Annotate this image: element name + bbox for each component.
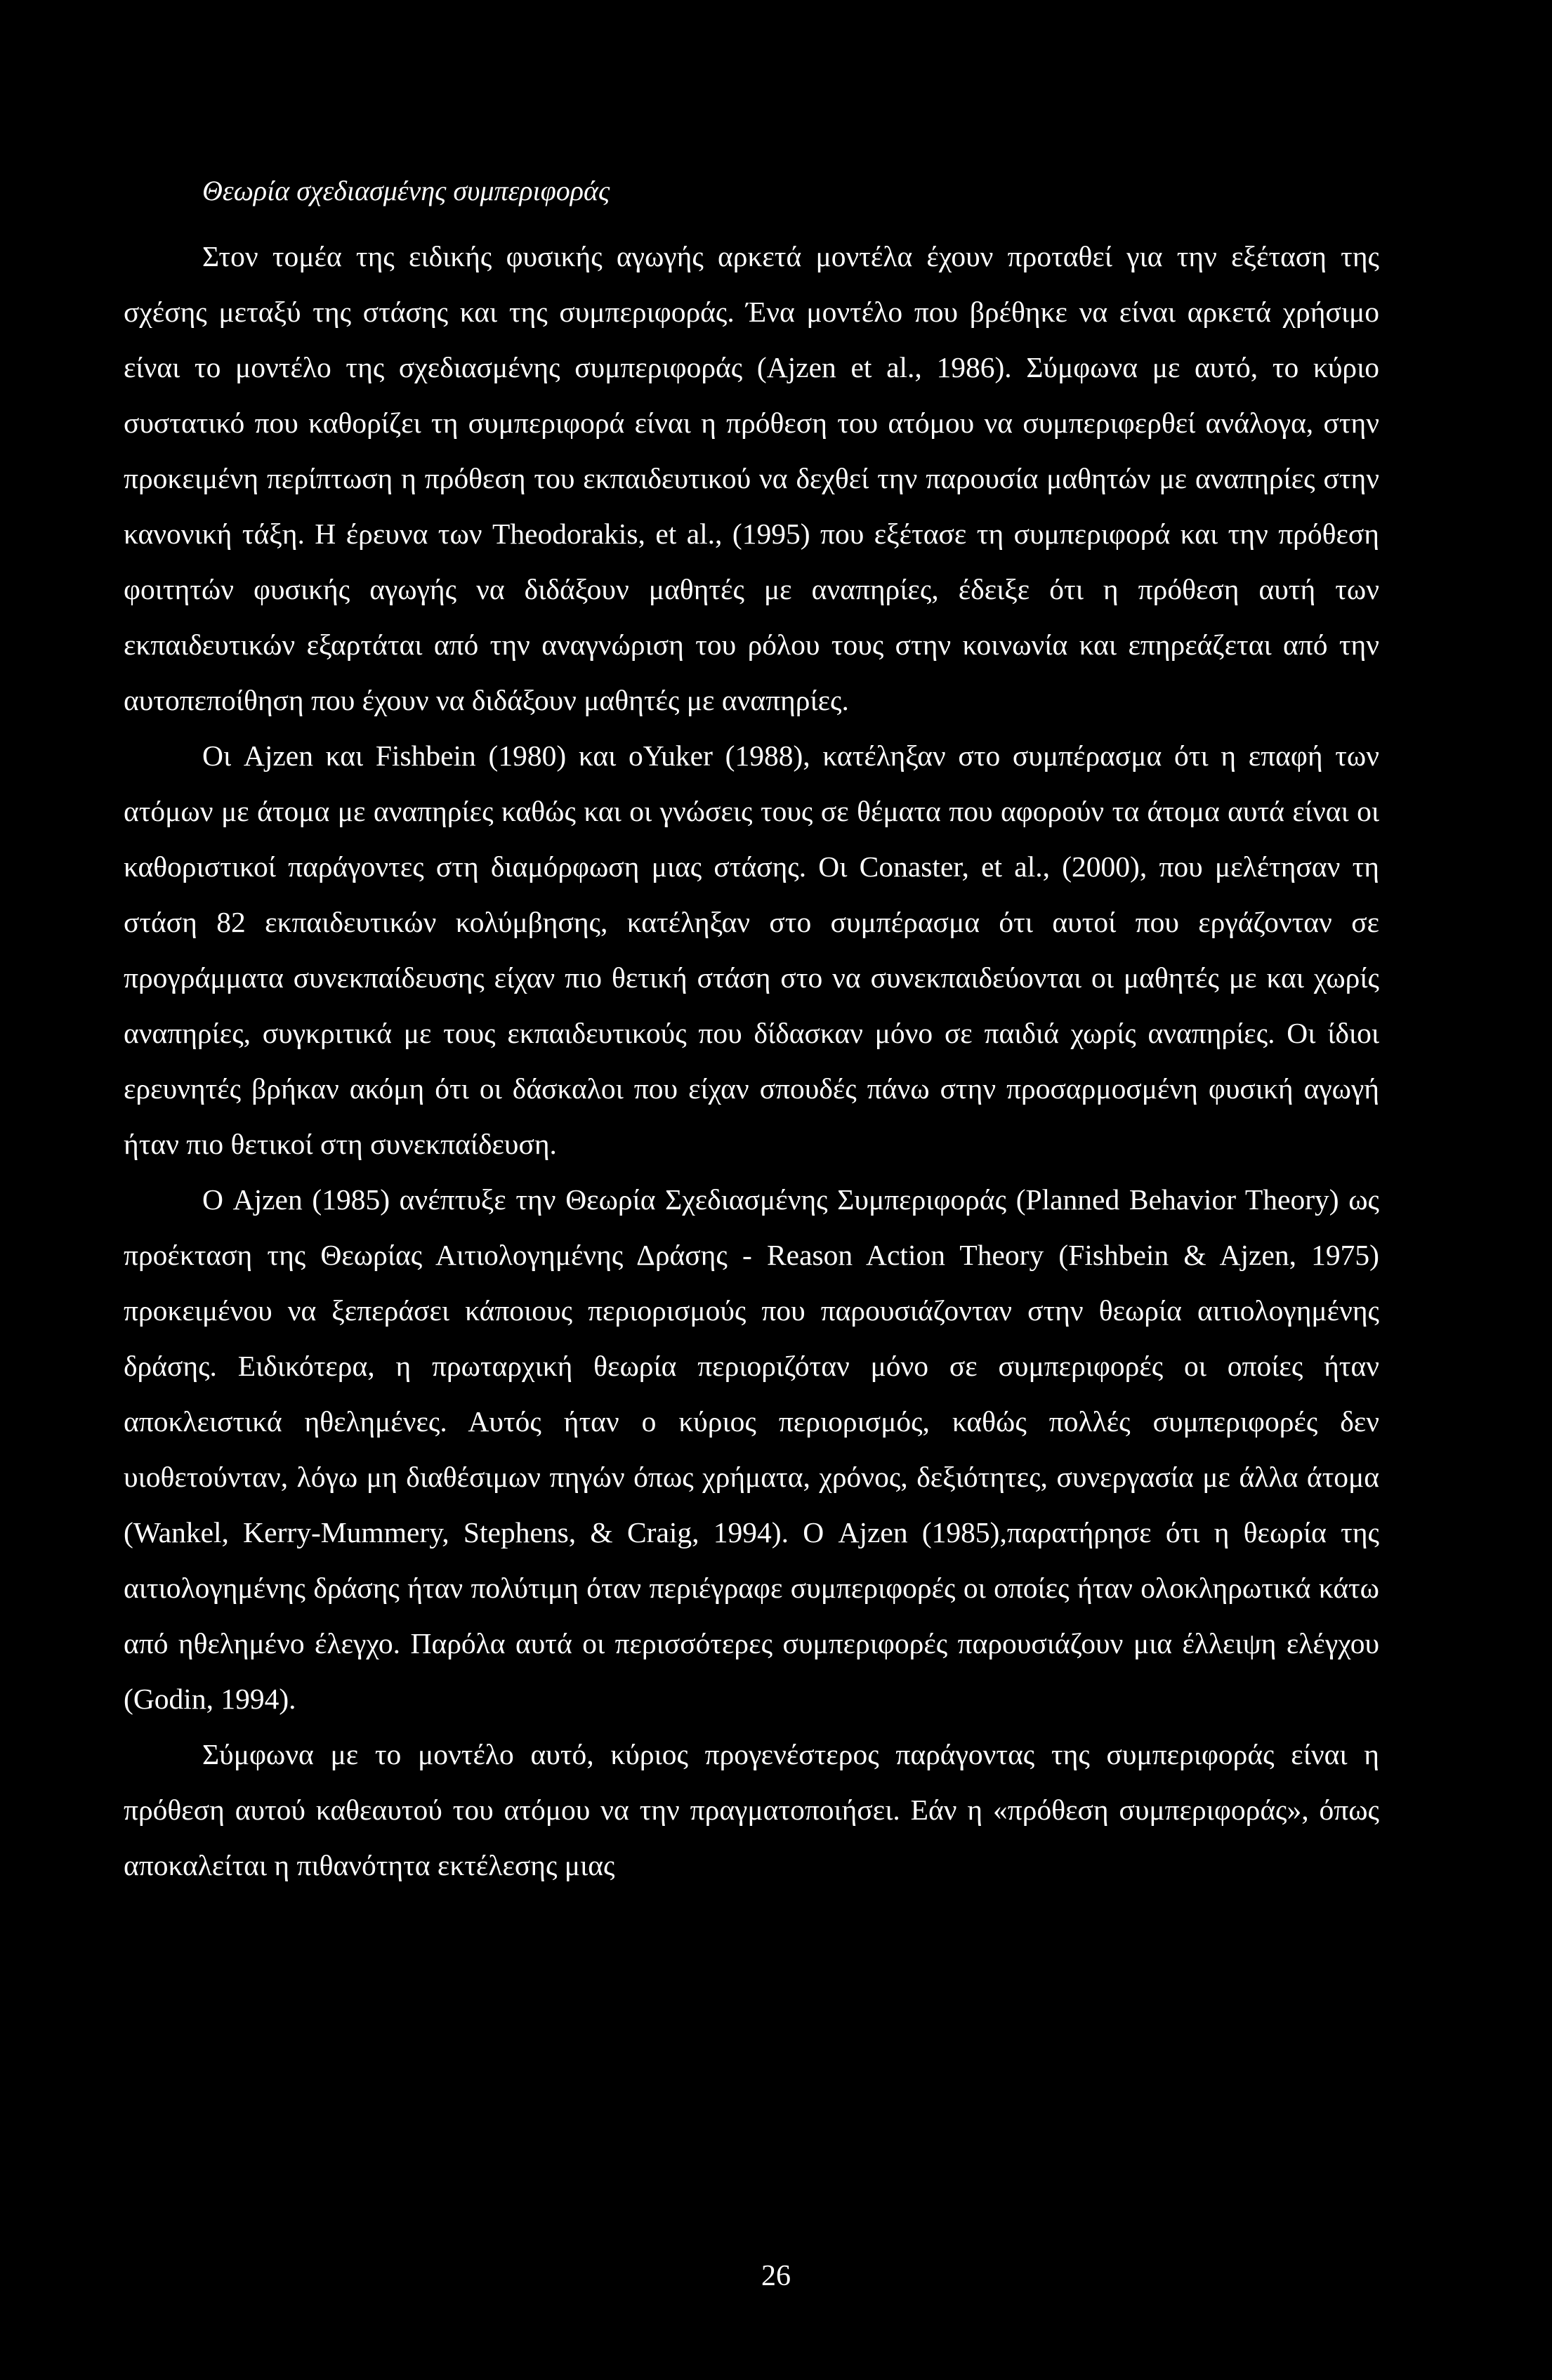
paragraph-3: Ο Ajzen (1985) ανέπτυξε την Θεωρία Σχεδιασμένης Συμπεριφοράς (Planned Behavior Theory) ως προέκταση της Θεωρίας Αιτιολογημένης Δράσης - Reason Action Theory (Fishbein & Ajzen, 1975) προκειμένου να ξεπεράσει κάποιους περιορισμούς που παρουσιάζονταν στην θεωρία αιτιολογημένης δράσης. Ειδικότερα, η πρωταρχική θεωρία περιοριζόταν μόνο σε συμπεριφορές οι οποίες ήταν αποκλειστικά ηθελημένες. Αυτός ήταν ο κύριος περιορισμός, καθώς πολλές συμπεριφορές δεν υιοθετούνταν, λόγω μη διαθέσιμων πηγών όπως χρήματα, χρόνος, δεξιότητες, συνεργασία με άλλα άτομα (Wankel, Kerry-Mummery, Stephens, & Craig, 1994). Ο Ajzen (1985),παρατήρησε ότι η θεωρία της αιτιολογημένης δράσης ήταν πολύτιμη όταν περιέγραφε συμπεριφορές οι οποίες ήταν ολοκληρωτικά κάτω από ηθελημένο έλεγχο. Παρόλα αυτά οι περισσότερες συμπεριφορές παρουσιάζουν μια έλλειψη ελέγχου (Godin, 1994). <box>124 1183 1379 1715</box>
section-heading: Θεωρία σχεδιασμένης συμπεριφοράς <box>202 175 610 206</box>
paragraph-4: Σύμφωνα με το μοντέλο αυτό, κύριος προγενέστερος παράγοντας της συμπεριφοράς είναι η πρόθεση αυτού καθεαυτού του ατόμου να την πραγματοποιήσει. Εάν η «πρόθεση συμπεριφοράς», όπως αποκαλείται η πιθανότητα εκτέλεσης μιας <box>124 1738 1379 1881</box>
paragraph-1: Στον τομέα της ειδικής φυσικής αγωγής αρκετά μοντέλα έχουν προταθεί για την εξέταση της σχέσης μεταξύ της στάσης και της συμπεριφοράς. Ένα μοντέλο που βρέθηκε να είναι αρκετά χρήσιμο είναι το μοντέλο της σχεδιασμένης συμπεριφοράς (Ajzen et al., 1986). Σύμφωνα με αυτό, το κύριο συστατικό που καθορίζει τη συμπεριφορά είναι η πρόθεση του ατόμου να συμπεριφερθεί ανάλογα, στην προκειμένη περίπτωση η πρόθεση του εκπαιδευτικού να δεχθεί την παρουσία μαθητών με αναπηρίες στην κανονική τάξη. Η έρευνα των Theodorakis, et al., (1995) που εξέτασε τη συμπεριφορά και την πρόθεση φοιτητών φυσικής αγωγής να διδάξουν μαθητές με αναπηρίες, έδειξε ότι η πρόθεση αυτή των εκπαιδευτικών εξαρτάται από την αναγνώριση του ρόλου τους στην κοινωνία και επηρεάζεται από την αυτοπεποίθηση που έχουν να διδάξουν μαθητές με αναπηρίες. <box>124 240 1379 716</box>
paragraph-2: Οι Ajzen και Fishbein (1980) και οYuker (1988), κατέληξαν στο συμπέρασμα ότι η επαφή των ατόμων με άτομα με αναπηρίες καθώς και οι γνώσεις τους σε θέματα που αφορούν τα άτομα αυτά είναι οι καθοριστικοί παράγοντες στη διαμόρφωση μιας στάσης. Οι Conaster, et al., (2000), που μελέτησαν τη στάση 82 εκπαιδευτικών κολύμβησης, κατέληξαν στο συμπέρασμα ότι αυτοί που εργάζονταν σε προγράμματα συνεκπαίδευσης είχαν πιο θετική στάση στο να συνεκπαιδεύονται οι μαθητές με και χωρίς αναπηρίες, συγκριτικά με τους εκπαιδευτικούς που δίδασκαν μόνο σε παιδιά χωρίς αναπηρίες. Οι ίδιοι ερευνητές βρήκαν ακόμη ότι οι δάσκαλοι που είχαν σπουδές πάνω στην προσαρμοσμένη φυσική αγωγή ήταν πιο θετικοί στη συνεκπαίδευση. <box>124 739 1379 1160</box>
page-number: 26 <box>761 2260 791 2292</box>
page-body <box>124 174 1379 1893</box>
